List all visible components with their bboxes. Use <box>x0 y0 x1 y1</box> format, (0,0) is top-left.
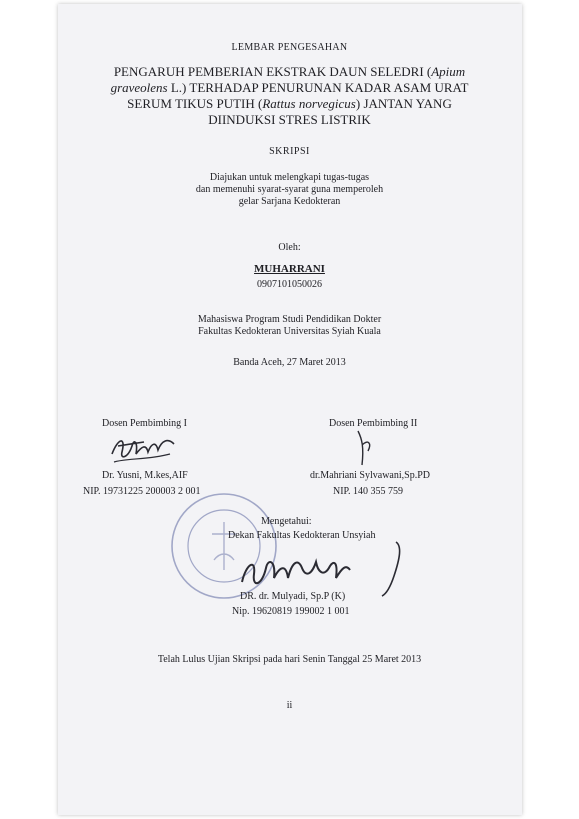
document-type: SKRIPSI <box>269 146 310 157</box>
thesis-title: PENGARUH PEMBERIAN EKSTRAK DAUN SELEDRI (Apium graveolens L.) TERHADAP PENURUNAN KADAR ASAM URAT SERUM TIKUS PUTIH (Rattus norvegicus) JANTAN YANG DIINDUKSI STRES LISTRIK <box>110 64 469 127</box>
study-program: Mahasiswa Program Studi Pendidikan Dokter Fakultas Kedokteran Universitas Syiah Kuala <box>197 314 382 337</box>
page-number: ii <box>286 700 293 711</box>
supervisor1-signature <box>108 428 198 468</box>
acknowledged-label: Mengetahui: <box>261 516 312 527</box>
student-id: 0907101050026 <box>257 279 322 290</box>
author-name: MUHARRANI <box>254 263 325 275</box>
dean-title: Dekan Fakultas Kedokteran Unsyiah <box>228 530 376 541</box>
supervisor1-nip: NIP. 19731225 200003 2 001 <box>83 486 201 497</box>
place-date: Banda Aceh, 27 Maret 2013 <box>233 357 346 368</box>
dean-name: DR. dr. Mulyadi, Sp.P (K) <box>240 591 346 602</box>
exam-passed-note: Telah Lulus Ujian Skripsi pada hari Senin Tanggal 25 Maret 2013 <box>157 654 422 665</box>
supervisor1-label: Dosen Pembimbing I <box>102 418 187 429</box>
approval-sheet-title: LEMBAR PENGESAHAN <box>231 42 348 53</box>
dean-nip: Nip. 19620819 199002 1 001 <box>232 606 350 617</box>
supervisor2-signature <box>350 425 390 469</box>
dean-signature <box>232 538 432 598</box>
purpose-statement: Diajukan untuk melengkapi tugas-tugas dan memenuhi syarat-syarat guna memperoleh gelar Sarjana Kedokteran <box>195 172 384 207</box>
supervisor2-label: Dosen Pembimbing II <box>329 418 418 429</box>
supervisor2-name: dr.Mahriani Sylvawani,Sp.PD <box>310 470 430 481</box>
supervisor2-nip: NIP. 140 355 759 <box>333 486 404 497</box>
supervisor1-name: Dr. Yusni, M.kes,AIF <box>102 470 188 481</box>
by-label: Oleh: <box>278 242 301 253</box>
